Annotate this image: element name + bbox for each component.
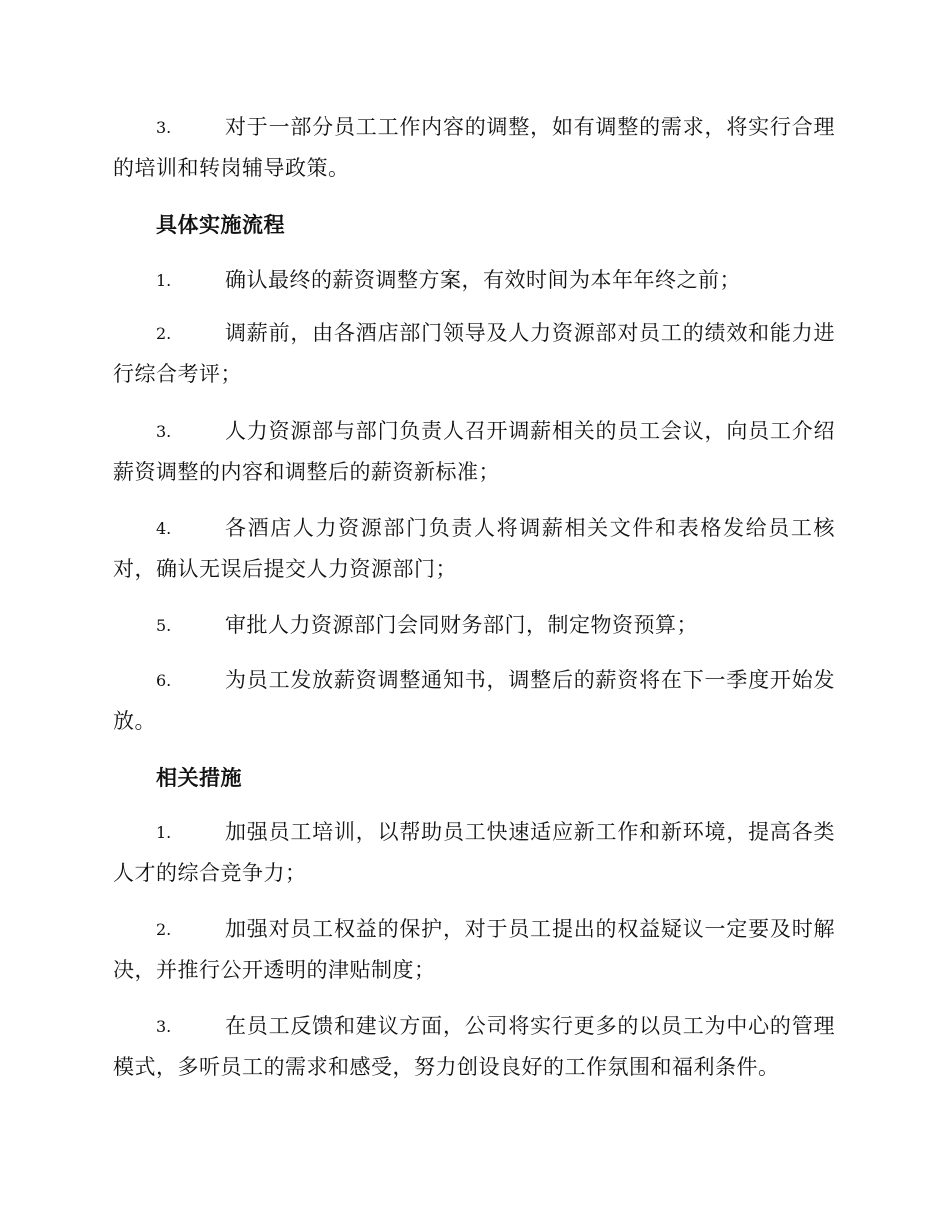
item-number: 4. [156,519,172,538]
section-heading: 相关措施 [156,765,242,790]
item-number: 1. [156,271,172,290]
item-text: 为员工发放薪资调整通知书，调整后的薪资将在下一季度开始发放。 [113,668,835,733]
item-number: 2. [156,324,172,343]
item-number: 3. [156,118,172,137]
list-item [113,605,835,646]
item-number: 2. [156,920,172,939]
item-number: 6. [156,671,172,690]
list-item [113,508,835,590]
item-text: 对于一部分员工工作内容的调整，如有调整的需求，将实行合理的培训和转岗辅导政策。 [113,115,835,180]
list-item [113,909,835,991]
item-text: 各酒店人力资源部门负责人将调薪相关文件和表格发给员工核对，确认无误后提交人力资源部门； [113,516,835,581]
list-item [113,107,835,189]
item-text: 人力资源部与部门负责人召开调薪相关的员工会议，向员工介绍薪资调整的内容和调整后的薪资新标准； [113,419,835,484]
item-number: 3. [156,1017,172,1036]
item-text: 加强对员工权益的保护，对于员工提出的权益疑议一定要及时解决，并推行公开透明的津贴制度； [113,917,835,982]
list-item [113,660,835,742]
item-number: 5. [156,616,172,635]
list-item [113,313,835,395]
section-heading: 具体实施流程 [156,212,285,237]
list-item [113,260,835,301]
list-item [113,812,835,894]
item-number: 3. [156,422,172,441]
item-text: 加强员工培训，以帮助员工快速适应新工作和新环境，提高各类人才的综合竞争力； [113,820,835,885]
list-item [113,1006,835,1088]
item-text: 在员工反馈和建议方面，公司将实行更多的以员工为中心的管理模式，多听员工的需求和感受，努力创设良好的工作氛围和福利条件。 [113,1014,835,1079]
item-text: 审批人力资源部门会同财务部门，制定物资预算； [225,613,698,637]
item-text: 确认最终的薪资调整方案，有效时间为本年年终之前； [225,268,741,292]
item-text: 调薪前，由各酒店部门领导及人力资源部对员工的绩效和能力进行综合考评； [113,321,835,386]
list-item [113,411,835,493]
item-number: 1. [156,823,172,842]
